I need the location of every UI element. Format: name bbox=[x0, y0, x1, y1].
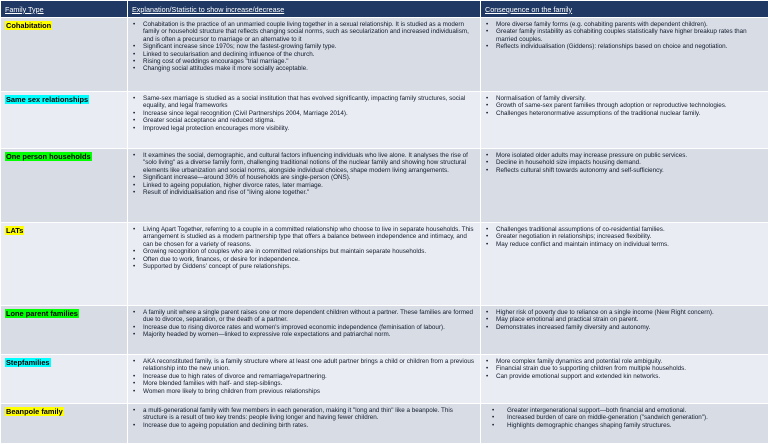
explanation-list bbox=[132, 21, 476, 73]
bullet-item: • a multi-generational family with few members in each generation, making it "long and thin" like a beanpole. This structure is a result of two key trends: people living longer and having fewer children. bbox=[143, 407, 476, 422]
bullet-item: • Increase since legal recognition (Civil Partnerships 2004, Marriage 2014). bbox=[143, 110, 476, 117]
explanation-cell bbox=[128, 149, 481, 223]
explanation-cell bbox=[128, 355, 481, 404]
bullet-item: • Improved legal protection encourages more visibility. bbox=[143, 125, 476, 132]
bullet-item: • More isolated older adults may increase pressure on public services. bbox=[496, 152, 764, 159]
table-body bbox=[1, 18, 768, 444]
bullet-item: • A family unit where a single parent raises one or more dependent children without a partner. These families are formed due to divorce, separation, or the death of a partner. bbox=[143, 309, 476, 324]
explanation-list bbox=[132, 226, 476, 270]
bullet-item: • Increase due to ageing population and declining birth rates. bbox=[143, 422, 476, 429]
explanation-list bbox=[132, 152, 476, 196]
family-type-label: Same sex relationships bbox=[5, 95, 89, 104]
bullet-item: • Reflects cultural shift towards autonomy and self-sufficiency. bbox=[496, 167, 764, 174]
header-explanation: Explanation/Statistic to show increase/decrease bbox=[128, 1, 481, 18]
family-type-cell bbox=[1, 404, 128, 444]
table-row bbox=[1, 306, 768, 355]
bullet-item: • Challenges heteronormative assumptions of the traditional nuclear family. bbox=[496, 110, 764, 117]
bullet-item: • More blended families with half- and step-siblings. bbox=[143, 380, 476, 387]
consequence-cell bbox=[481, 223, 768, 306]
bullet-item: • Greater negotiation in relationships; increased flexibility. bbox=[496, 233, 764, 240]
consequence-list bbox=[485, 358, 764, 380]
bullet-item: • Increase due to rising divorce rates and women's improved economic independence (feminisation of labour). bbox=[143, 324, 476, 331]
bullet-item: • Linked to ageing population, higher divorce rates, later marriage. bbox=[143, 182, 476, 189]
family-type-cell bbox=[1, 355, 128, 404]
consequence-cell bbox=[481, 92, 768, 149]
bullet-item: • Growing recognition of couples who are in committed relationships but maintain separate households. bbox=[143, 248, 476, 255]
table-row bbox=[1, 355, 768, 404]
consequence-cell bbox=[481, 355, 768, 404]
family-type-cell bbox=[1, 18, 128, 92]
consequence-list bbox=[485, 226, 764, 248]
table-row bbox=[1, 92, 768, 149]
explanation-cell bbox=[128, 404, 481, 444]
bullet-item: • Challenges traditional assumptions of co-residential families. bbox=[496, 226, 764, 233]
bullet-item: • Women more likely to bring children from previous relationships bbox=[143, 388, 476, 395]
table-row bbox=[1, 149, 768, 223]
bullet-item: • Living Apart Together, referring to a couple in a committed relationship who choose to live in separate households. This arrangement is studied as a modern partnership type that offers a balance between independence and intimacy, and can be chosen for a variety of reasons. bbox=[143, 226, 476, 248]
family-type-cell bbox=[1, 92, 128, 149]
bullet-item: • Demonstrates increased family diversity and autonomy. bbox=[496, 324, 764, 331]
consequence-list bbox=[485, 21, 764, 51]
consequence-list bbox=[485, 309, 764, 331]
table-row bbox=[1, 404, 768, 444]
explanation-list bbox=[132, 407, 476, 429]
family-type-label: LATs bbox=[5, 226, 24, 235]
table-row bbox=[1, 223, 768, 306]
bullet-item: • Same-sex marriage is studied as a social institution that has evolved significantly, impacting family structures, social equality, and legal frameworks bbox=[143, 95, 476, 110]
bullet-item: • Growth of same-sex parent families through adoption or reproductive technologies. bbox=[496, 102, 764, 109]
bullet-item: • Higher risk of poverty due to reliance on a single income (New Right concern). bbox=[496, 309, 764, 316]
bullet-item: • Cohabitation is the practice of an unmarried couple living together in a sexual relationship. It is studied as a modern family or household structure that reflects changing social norms, such as secularization and increased individualism, and is often a precursor to marriage or an alternative to it bbox=[143, 21, 476, 43]
bullet-item: • More diverse family forms (e.g. cohabiting parents with dependent children). bbox=[496, 21, 764, 28]
bullet-item: • Financial strain due to supporting children from multiple households. bbox=[496, 365, 764, 372]
header-row bbox=[1, 1, 768, 18]
bullet-item: • Often due to work, finances, or desire for independence. bbox=[143, 256, 476, 263]
family-type-label: One person households bbox=[5, 152, 92, 161]
header-consequence: Consequence on the family bbox=[481, 1, 768, 18]
family-type-label: Cohabitation bbox=[5, 21, 52, 30]
explanation-cell bbox=[128, 306, 481, 355]
family-type-label: Stepfamilies bbox=[5, 358, 51, 367]
family-type-cell bbox=[1, 223, 128, 306]
consequence-cell bbox=[481, 149, 768, 223]
family-type-label: Lone parent families bbox=[5, 309, 79, 318]
consequence-list bbox=[485, 152, 764, 174]
bullet-item: • Rising cost of weddings encourages "trial marriage." bbox=[143, 58, 476, 65]
bullet-item: • Normalisation of family diversity. bbox=[496, 95, 764, 102]
bullet-item: • Greater intergenerational support—both financial and emotional. bbox=[507, 407, 764, 414]
consequence-list bbox=[485, 95, 764, 117]
bullet-item: • May place emotional and practical strain on parent. bbox=[496, 316, 764, 323]
bullet-item: • Can provide emotional support and extended kin networks. bbox=[496, 373, 764, 380]
bullet-item: • Significant increase since 1970s; now the fastest-growing family type. bbox=[143, 43, 476, 50]
bullet-item: • Changing social attitudes make it more socially acceptable. bbox=[143, 65, 476, 72]
bullet-item: • Increase due to high rates of divorce and remarriage/repartnering. bbox=[143, 373, 476, 380]
family-type-cell bbox=[1, 149, 128, 223]
bullet-item: • Supported by Giddens' concept of pure relationships. bbox=[143, 263, 476, 270]
bullet-item: • Greater family instability as cohabiting couples statistically have higher breakup rates than married couples. bbox=[496, 28, 764, 43]
bullet-item: • Result of individualisation and rise of "living alone together." bbox=[143, 189, 476, 196]
bullet-item: • More complex family dynamics and potential role ambiguity. bbox=[496, 358, 764, 365]
bullet-item: • Significant increase—around 30% of households are single-person (ONS). bbox=[143, 174, 476, 181]
bullet-item: • Reflects individualisation (Giddens): relationships based on choice and negotiation. bbox=[496, 43, 764, 50]
bullet-item: • Majority headed by women—linked to expressive role expectations and patriarchal norm. bbox=[143, 331, 476, 338]
consequence-cell bbox=[481, 306, 768, 355]
table-row bbox=[1, 18, 768, 92]
bullet-item: • Increased burden of care on middle-generation ("sandwich generation"). bbox=[507, 414, 764, 421]
bullet-item: • Linked to secularisation and declining influence of the church. bbox=[143, 51, 476, 58]
family-type-cell bbox=[1, 306, 128, 355]
header-family-type: Family Type bbox=[1, 1, 128, 18]
explanation-cell bbox=[128, 18, 481, 92]
bullet-item: • May reduce conflict and maintain intimacy on individual terms. bbox=[496, 241, 764, 248]
explanation-list bbox=[132, 358, 476, 395]
bullet-item: • It examines the social, demographic, and cultural factors influencing individuals who live alone. It analyses the rise of "solo living" as a diverse family form, challenging traditional notions of the nuclear family and showing how structural elements like urbanization and social norms, alongside individual choices, shape modern living arrangements. bbox=[143, 152, 476, 174]
explanation-cell bbox=[128, 92, 481, 149]
explanation-cell bbox=[128, 223, 481, 306]
family-type-label: Beanpole family bbox=[5, 407, 64, 416]
consequence-cell bbox=[481, 18, 768, 92]
bullet-item: • Highlights demographic changes shaping family structures. bbox=[507, 422, 764, 429]
explanation-list bbox=[132, 309, 476, 339]
bullet-item: • AKA reconstituted family, is a family structure where at least one adult partner brings a child or children from a previous relationship into the new union. bbox=[143, 358, 476, 373]
consequence-list bbox=[485, 407, 764, 429]
consequence-cell bbox=[481, 404, 768, 444]
explanation-list bbox=[132, 95, 476, 132]
bullet-item: • Greater social acceptance and reduced stigma. bbox=[143, 117, 476, 124]
bullet-item: • Decline in household size impacts housing demand. bbox=[496, 159, 764, 166]
